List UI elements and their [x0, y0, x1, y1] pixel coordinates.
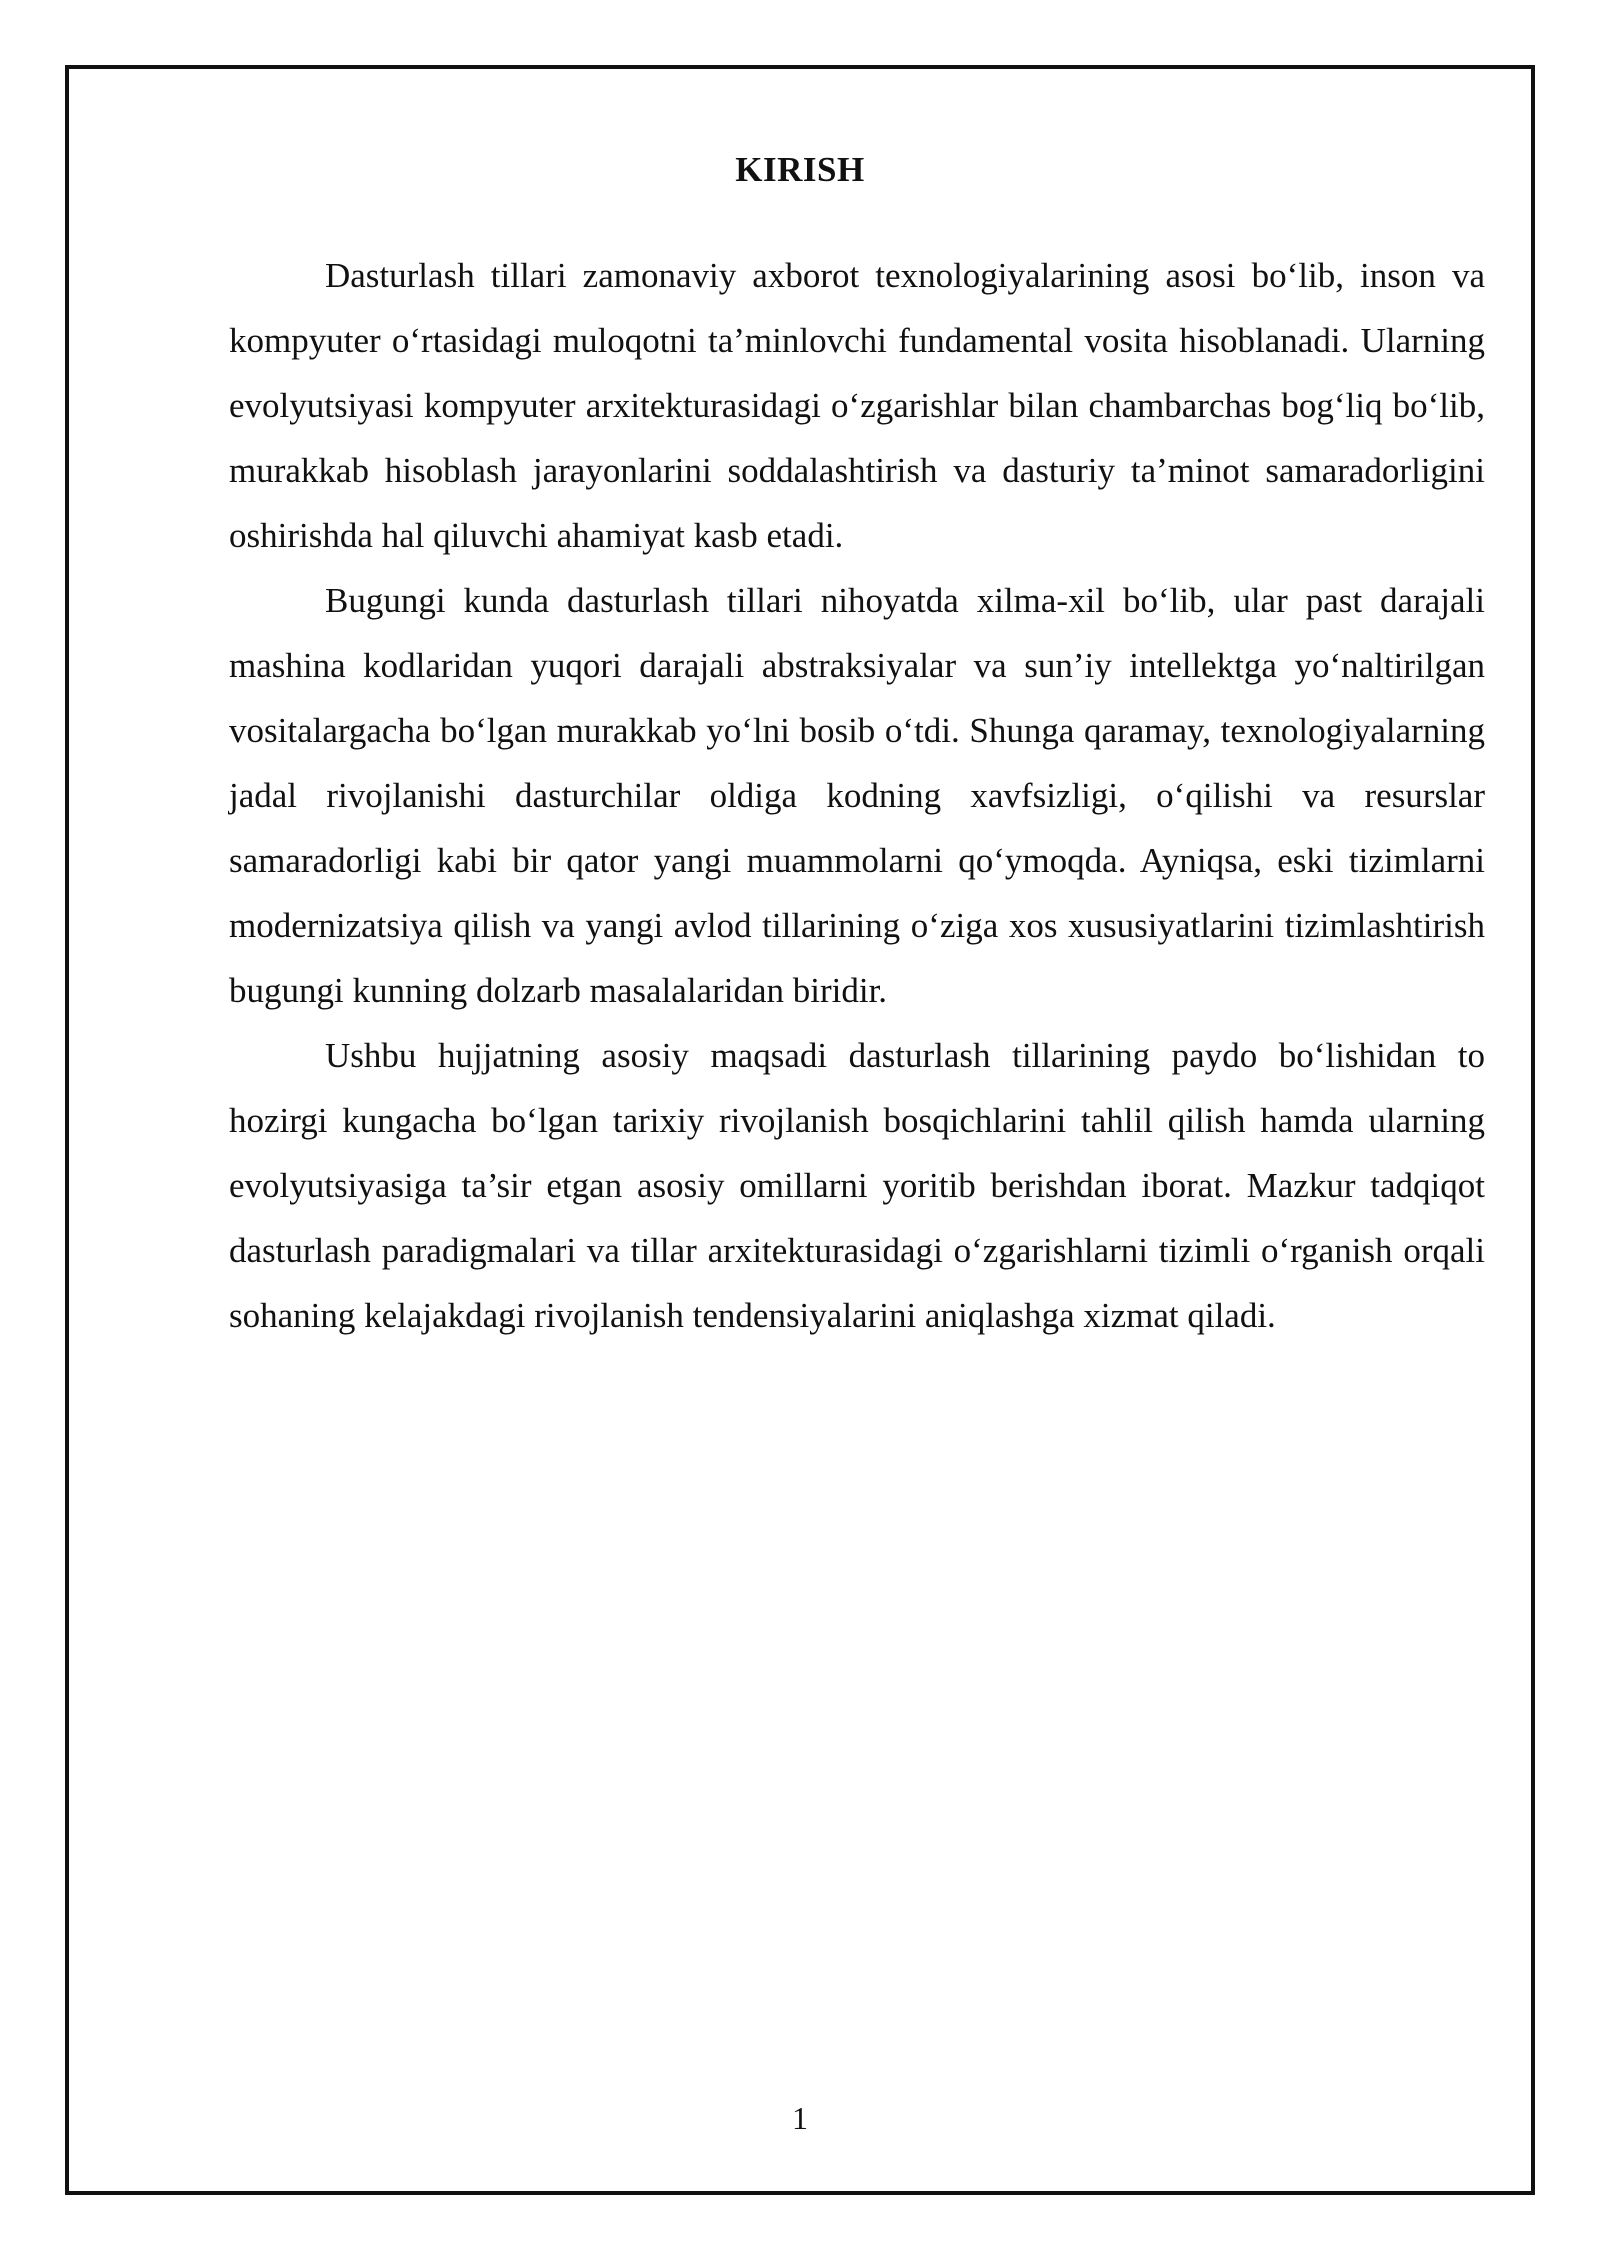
- paragraph-2: Bugungi kunda dasturlash tillari nihoyatda xilma-xil bo‘lib, ular past darajali mashina kodlaridan yuqori darajali abstraksiyalar va sun’iy intellektga yo‘naltirilgan vositalargacha bo‘lgan murakkab yo‘lni bosib o‘tdi. Shunga qaramay, texnologiyalarning jadal rivojlanishi dasturchilar oldiga kodning xavfsizligi, o‘qilishi va resurslar samaradorligi kabi bir qator yangi muammolarni qo‘ymoqda. Ayniqsa, eski tizimlarni modernizatsiya qilish va yangi avlod tillarining o‘ziga xos xususiyatlarini tizimlashtirish bugungi kunning dolzarb masalalaridan biridir.: [229, 581, 1485, 1010]
- document-body: [229, 243, 1485, 1348]
- page-title: KIRISH: [735, 150, 865, 189]
- page-number: 1: [792, 2100, 808, 2136]
- paragraph-3: Ushbu hujjatning asosiy maqsadi dasturlash tillarining paydo bo‘lishidan to hozirgi kungacha bo‘lgan tarixiy rivojlanish bosqichlarini tahlil qilish hamda ularning evolyutsiyasiga ta’sir etgan asosiy omillarni yoritib berishdan iborat. Mazkur tadqiqot dasturlash paradigmalari va tillar arxitekturasidagi o‘zgarishlarni tizimli o‘rganish orqali sohaning kelajakdagi rivojlanish tendensiyalarini aniqlashga xizmat qiladi.: [229, 1036, 1485, 1335]
- paragraph-1: Dasturlash tillari zamonaviy axborot texnologiyalarining asosi bo‘lib, inson va kompyuter o‘rtasidagi muloqotni ta’minlovchi fundamental vosita hisoblanadi. Ularning evolyutsiyasi kompyuter arxitekturasidagi o‘zgarishlar bilan chambarchas bog‘liq bo‘lib, murakkab hisoblash jarayonlarini soddalashtirish va dasturiy ta’minot samaradorligini oshirishda hal qiluvchi ahamiyat kasb etadi.: [229, 256, 1485, 555]
